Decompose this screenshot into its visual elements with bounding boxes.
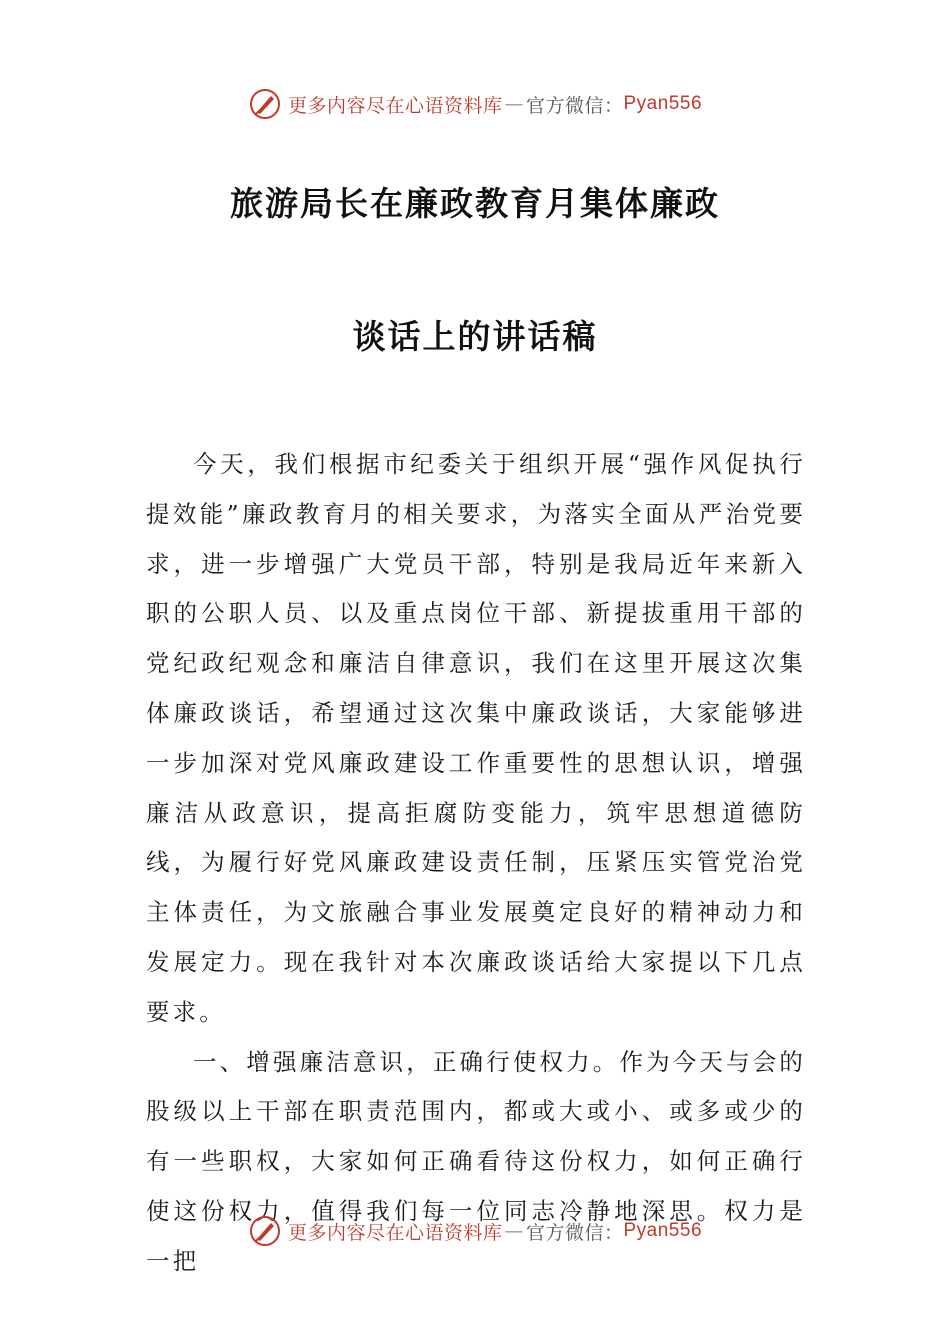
watermark-text: 更多内容尽在心语资料库: [287, 94, 503, 117]
header-watermark: [0, 84, 950, 124]
document-title-line-2: 谈话上的讲话稿: [352, 317, 598, 356]
quill-logo-icon: [248, 1214, 282, 1248]
document-body: [146, 440, 806, 1287]
watermark-wechat-id: Pyan556: [623, 1220, 703, 1241]
watermark-separator: —: [504, 1220, 524, 1242]
watermark-text: 更多内容尽在心语资料库: [287, 1221, 503, 1244]
quill-logo-icon: [248, 87, 282, 121]
watermark-official-label: 官方微信：: [525, 94, 624, 117]
watermark-wechat-id: Pyan556: [623, 93, 703, 114]
footer-watermark: [0, 1211, 950, 1251]
body-paragraph-2: 一、增强廉洁意识，正确行使权力。作为今天与会的股级以上干部在职责范围内，都或大或小、或多或少的有一些职权，大家如何正确看待这份权力，如何正确行使这份权力，值得我们每一位同志冷静地深思。权力是一把: [146, 1047, 806, 1275]
watermark-official-label: 官方微信：: [525, 1221, 624, 1244]
document-title-line-1: 旅游局长在廉政教育月集体廉政: [230, 184, 720, 223]
body-paragraph-1: 今天，我们根据市纪委关于组织开展“强作风促执行提效能”廉政教育月的相关要求，为落实全面从严治党要求，进一步增强广大党员干部，特别是我局近年来新入职的公职人员、以及重点岗位干部、新提拔重用干部的党纪政纪观念和廉洁自律意识，我们在这里开展这次集体廉政谈话，希望通过这次集中廉政谈话，大家能够进一步加深对党风廉政建设工作重要性的思想认识，增强廉洁从政意识，提高拒腐防变能力，筑牢思想道德防线，为履行好党风廉政建设责任制，压紧压实管党治党主体责任，为文旅融合事业发展奠定良好的精神动力和发展定力。现在我针对本次廉政谈话给大家提以下几点要求。: [146, 450, 806, 1026]
watermark-separator: —: [504, 93, 524, 115]
